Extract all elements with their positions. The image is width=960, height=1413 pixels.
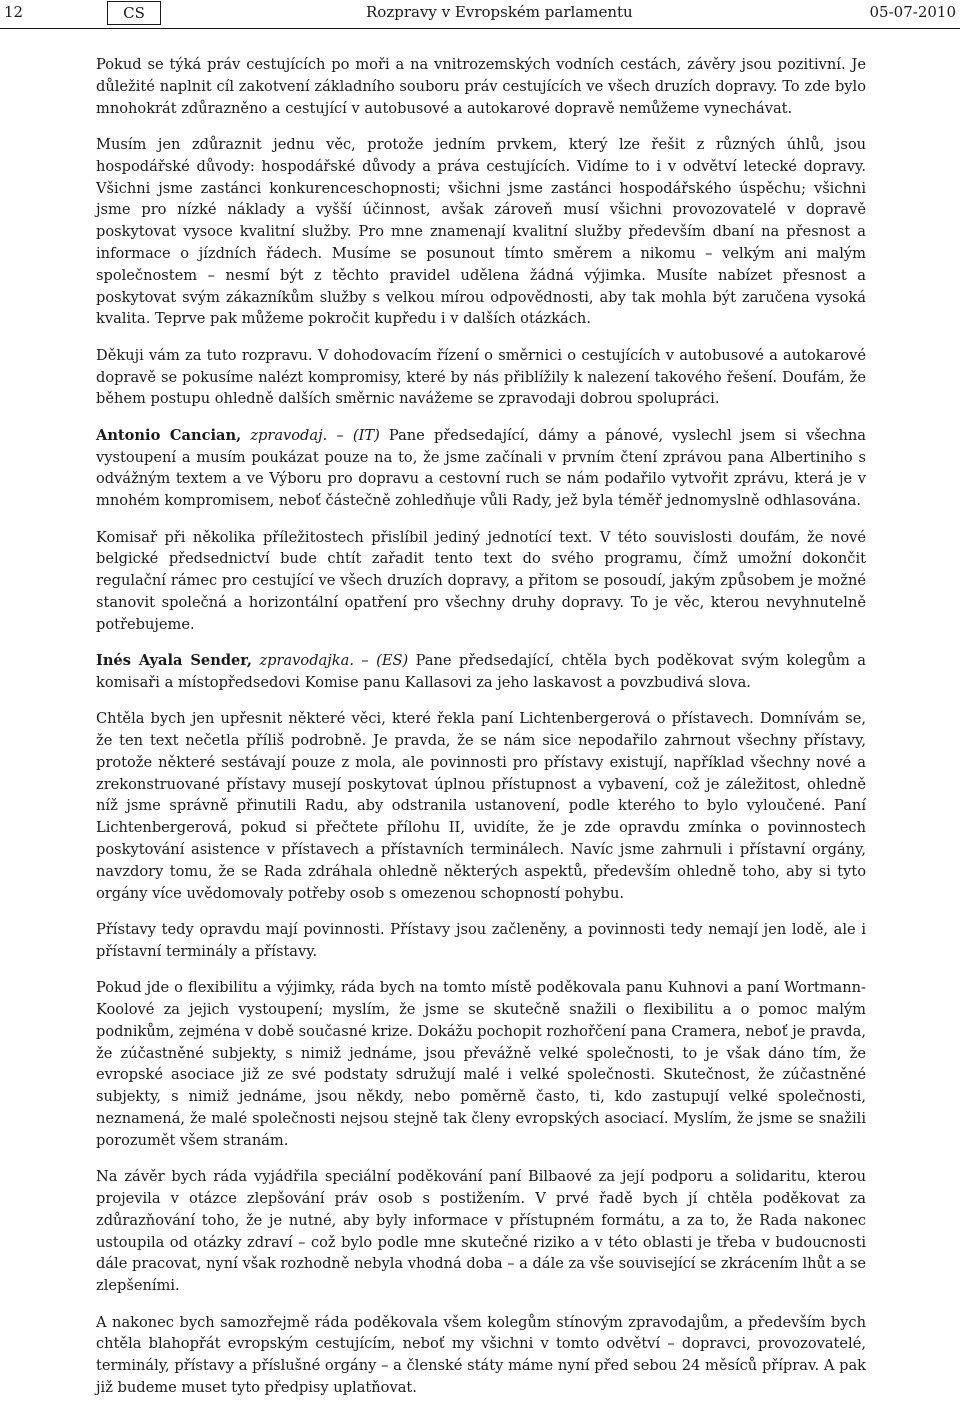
speaker-paragraph: Inés Ayala Sender, zpravodajka. – (ES) Pane předsedající, chtěla bych poděkovat svým kolegům a komisaři a místopředsedovi Komise panu Kallasovi za jeho laskavost a povzbudivá slova. bbox=[96, 652, 867, 691]
paragraph: Pokud se týká práv cestujících po moři a na vnitrozemských vodních cestách, závěry jsou pozitivní. Je důležité naplnit cíl zakotvení základního souboru práv cestujících ve všech druzích dopravy. To zde bylo mnohokrát zdůrazněno a cestující v autobusové a autokarové dopravě nemůžeme vynechávat. bbox=[96, 56, 866, 117]
speaker-language: – (ES) bbox=[361, 652, 409, 670]
paragraph: Komisař při několika příležitostech přislíbil jediný jednotící text. V této souvislosti doufám, že nové belgické předsednictví bude chtít zařadit tento text do svého programu, čímž umožní dokončit regulační rámec pro cestující ve všech druzích dopravy, a přitom se posoudí, jakým způsobem je možné stanovit společná a horizontální opatření pro všechny druhy dopravy. To je věc, kterou nevyhnutelně potřebujeme. bbox=[96, 528, 866, 633]
paragraph: Musím jen zdůraznit jednu věc, protože jedním prvkem, který lze řešit z různých úhlů, jsou hospodářské důvody: hospodářské důvody a práva cestujících. Vidíme to i v odvětví letecké dopravy. Všichni jsme zastánci konkurenceschopnosti; všichni jsme zastánci hospodářského úspěchu; všichni jsme pro nízké náklady a vyšší účinnost, avšak zároveň musí všichni provozovatelé v dopravě poskytovat vysoce kvalitní služby. Pro mne znamenají kvalitní služby především dbaní na přesnost a informace o jízdních řádech. Musíme se posunout tímto směrem a nikomu – velkým ani malým společnostem – nesmí být z těchto pravidel udělena žádná výjimka. Musíte nabízet přesnost a poskytovat svým zákazníkům služby s velkou mírou odpovědnosti, aby tak mohla být zaručena vysoká kvalita. Teprve pak můžeme pokročit kupředu i v dalších otázkách. bbox=[96, 135, 866, 328]
page-header bbox=[0, 0, 960, 28]
document-body bbox=[96, 54, 866, 1413]
speaker-role: zpravodaj. bbox=[250, 426, 328, 444]
publication-date: 05-07-2010 bbox=[869, 3, 956, 21]
paragraph: Na závěr bych ráda vyjádřila speciální poděkování paní Bilbaové za její podporu a solidaritu, kterou projevila v otázce zlepšování práv osob s postižením. V prvé řadě bych jí chtěla poděkovat za zdůrazňování toho, že je nutné, aby byly informace v přístupném formátu, a za to, že Rada nakonec ustoupila od otázky zdraví – což bylo podle mne skutečné riziko a v této oblasti je třeba v budoucnosti dále pracovat, nyní však rozhodně nebyla vhodná doba – a dále za vše související se zkrácením lhůt a se zlepšeními. bbox=[96, 1168, 866, 1295]
speaker-paragraph: Antonio Cancian, zpravodaj. – (IT) Pane předsedající, dámy a pánové, vyslechl jsem si všechna vystoupení a musím poukázat pouze na to, že jsme začínali v prvním čtení zprávou pana Albertiniho s odvážným textem a ve Výboru pro dopravu a cestovní ruch se nám podařilo vytvořit zprávu, která je v mnohém kompromisem, neboť částečně zohledňuje vůli Rady, jež byla téměř jednomyslně odhlasována. bbox=[96, 426, 866, 510]
paragraph: Chtěla bych jen upřesnit některé věci, které řekla paní Lichtenbergerová o přístavech. Domnívám se, že ten text nečetla příliš podrobně. Je pravda, že se nám sice nepodařilo zahrnout všechny přístavy, protože některé sestávají pouze z mola, ale povinnosti pro přístavy existují, například všechny nové a zrekonstruované přístavy musejí poskytovat úplnou přístupnost a vybavení, což je záležitost, ohledně níž jsme správně přinutili Radu, aby odstranila ustanovení, podle kterého to bylo vyloučené. Paní Lichtenbergerová, pokud si přečtete přílohu II, uvidíte, že je zde opravdu zmínka o povinnostech poskytování asistence v přístavech a přístavních terminálech. Navíc jsme zahrnuli i přístavní orgány, navzdory tomu, že se Rada zdráhala ohledně některých aspektů, především ohledně toho, aby si tyto orgány více uvědomovaly potřeby osob s omezenou schopností pohybu. bbox=[96, 710, 866, 902]
header-rule bbox=[0, 28, 960, 29]
speaker-name: Antonio Cancian, bbox=[96, 426, 242, 444]
paragraph: A nakonec bych samozřejmě ráda poděkovala všem kolegům stínovým zpravodajům, a především bych chtěla blahopřát evropským cestujícím, neboť my všichni v tomto odvětví – dopravci, provozovatelé, terminály, přístavy a příslušné orgány – a členské státy máme nyní před sebou 24 měsíců příprav. A pak již budeme muset tyto předpisy uplatňovat. bbox=[96, 1313, 866, 1396]
paragraph: Pokud jde o flexibilitu a výjimky, ráda bych na tomto místě poděkovala panu Kuhnovi a paní Wortmann-Koolové za jejich vystoupení; myslím, že jsme se skutečně snažili o flexibilitu a o pomoc malým podnikům, zejména v době současné krize. Dokážu pochopit rozhořčení pana Cramera, neboť je pravda, že zúčastněné subjekty, s nimiž jednáme, jsou převážně velké společnosti, to je však dáno tím, že evropské asociace již ze své podstaty sdružují malé i velké společnosti. Skutečnost, že zúčastněné subjekty, s nimiž jednáme, jsou někdy, nebo poměrně často, ti, kdo zastupují velké společnosti, neznamená, že malé společnosti nejsou stejně tak členy evropských asociací. Myslím, že jsme se snažili porozumět všem stranám. bbox=[96, 979, 866, 1149]
paragraph: Přístavy tedy opravdu mají povinnosti. Přístavy jsou začleněny, a povinnosti tedy nemají jen lodě, ale i přístavní terminály a přístavy. bbox=[96, 921, 866, 960]
paragraph: Děkuji vám za tuto rozpravu. V dohodovacím řízení o směrnici o cestujících v autobusové a autokarové dopravě se pokusíme nalézt kompromisy, které by nás přiblížily k nalezení takového řešení. Doufám, že během postupu ohledně dalších směrnic navážeme se zpravodaji dobrou spolupráci. bbox=[96, 346, 866, 408]
speaker-language: – (IT) bbox=[336, 426, 380, 444]
speaker-role: zpravodajka. bbox=[259, 652, 354, 670]
language-code-box: CS bbox=[107, 1, 161, 25]
page-number: 12 bbox=[4, 3, 24, 21]
speaker-name: Inés Ayala Sender, bbox=[96, 652, 253, 670]
journal-title: Rozpravy v Evropském parlamentu bbox=[366, 3, 633, 21]
